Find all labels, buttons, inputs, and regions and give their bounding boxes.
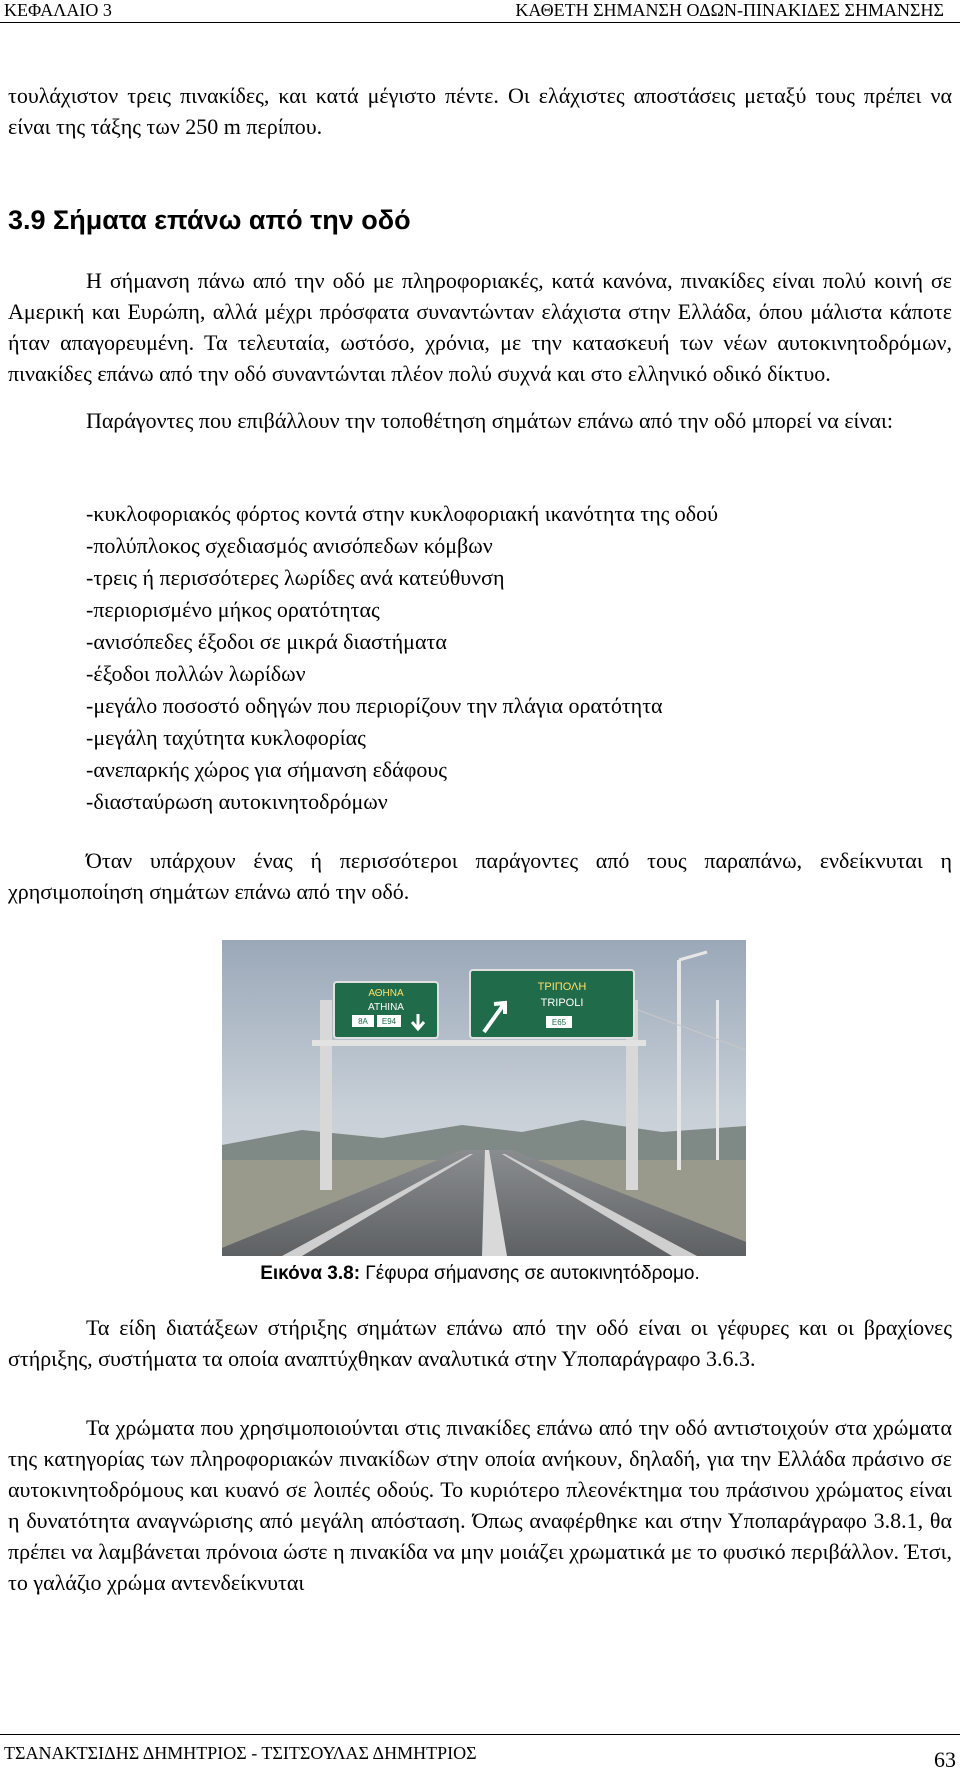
paragraph-1: τουλάχιστον τρεις πινακίδες, και κατά μέγιστο πέντε. Οι ελάχιστες αποστάσεις μεταξύ τους πρέπει να είναι της τάξης των 250 m περίπου. bbox=[8, 83, 952, 139]
route-label: E65 bbox=[551, 1018, 567, 1027]
gantry-column-left bbox=[320, 1000, 332, 1190]
list-item: -έξοδοι πολλών λωρίδων bbox=[86, 661, 306, 686]
page-header bbox=[0, 0, 960, 23]
paragraph-5: Τα είδη διατάξεων στήριξης σημάτων επάνω από την οδό είναι οι γέφυρες και οι βραχίονες στήριξης, συστήματα τα οποία αναπτύχθηκαν αναλυτικά στην Υποπαράγραφο 3.6.3. bbox=[8, 1315, 952, 1371]
list-item: -τρεις ή περισσότερες λωρίδες ανά κατεύθυνση bbox=[86, 565, 505, 590]
paragraph-2: Η σήμανση πάνω από την οδό με πληροφοριακές, κατά κανόνα, πινακίδες είναι πολύ κοινή σε Αμερική και Ευρώπη, αλλά μέχρι πρόσφατα συναντώνταν ελάχιστα στην Ελλάδα, όπου μάλιστα κάποτε ήταν απαγορευμένη. Τα τελευταία, ωστόσο, χρόνια, με την κατασκευή των νέων αυτοκινητοδρόμων, πινακίδες επάνω από την οδό συναντώνται πλέον πολύ συχνά και στο ελληνικό οδικό δίκτυο. bbox=[8, 268, 952, 386]
paragraph-6: Τα χρώματα που χρησιμοποιούνται στις πινακίδες επάνω από την οδό αντιστοιχούν στα χρώματα της κατηγορίας των πληροφοριακών πινακίδων στην οποία ανήκουν, δηλαδή, για την Ελλάδα πράσινο σε αυτοκινητοδρόμους και κυανό σε λοιπές οδούς. Το κυριότερο πλεονέκτημα του πράσινου χρώματος είναι η δυνατότητα αναγνώρισης από μεγάλη απόσταση. Όπως αναφέρθηκε και στην Υποπαράγραφο 3.8.1, θα πρέπει να λαμβάνεται πρόνοια ώστε η πινακίδα να μην μοιάζει χρωματικά με το φυσικό περιβάλλον. Έτσι, το γαλάζιο χρώμα αντενδείκνυται bbox=[8, 1415, 952, 1595]
list-item: -πολύπλοκος σχεδιασμός ανισόπεδων κόμβων bbox=[86, 533, 493, 558]
list-item: -μεγάλο ποσοστό οδηγών που περιορίζουν την πλάγια ορατότητα bbox=[86, 693, 663, 718]
list-item: -περιορισμένο μήκος ορατότητας bbox=[86, 597, 380, 622]
section-heading: 3.9 Σήματα επάνω από την οδό bbox=[8, 205, 411, 235]
caption-label: Εικόνα 3.8: bbox=[260, 1263, 361, 1284]
caption-text: Γέφυρα σήμανσης σε αυτοκινητόδρομο. bbox=[360, 1263, 700, 1284]
page-number: 63 bbox=[934, 1747, 956, 1772]
factors-list bbox=[86, 498, 718, 818]
lamp-post bbox=[677, 960, 681, 1170]
chapter-label: ΚΕΦΑΛΑΙΟ 3 bbox=[4, 0, 112, 20]
gantry-beam bbox=[312, 1040, 646, 1046]
footer-authors: ΤΣΑΝΑΚΤΣΙΔΗΣ ΔΗΜΗΤΡΙΟΣ - ΤΣΙΤΣΟΥΛΑΣ ΔΗΜΗΤΡΙΟΣ bbox=[4, 1743, 477, 1763]
list-item: -διασταύρωση αυτοκινητοδρόμων bbox=[86, 789, 388, 814]
list-item: -μεγάλη ταχύτητα κυκλοφορίας bbox=[86, 725, 366, 750]
paragraph-3: Παράγοντες που επιβάλλουν την τοποθέτηση σημάτων επάνω από την οδό μπορεί να είναι: bbox=[86, 408, 893, 433]
list-item: -ανισόπεδες έξοδοι σε μικρά διαστήματα bbox=[86, 629, 447, 654]
sign-left-latin: ATHINA bbox=[368, 1002, 404, 1013]
figure-caption bbox=[0, 1263, 960, 1285]
list-item: -κυκλοφοριακός φόρτος κοντά στην κυκλοφοριακή ικανότητα της οδού bbox=[86, 501, 719, 526]
route-label: 8A bbox=[358, 1017, 368, 1026]
lamp-post bbox=[716, 1000, 719, 1160]
route-label: E94 bbox=[381, 1017, 397, 1026]
list-item: -ανεπαρκής χώρος για σήμανση εδάφους bbox=[86, 757, 448, 782]
paragraph-4: Όταν υπάρχουν ένας ή περισσότεροι παράγοντες από τους παραπάνω, ενδείκνυται η χρησιμοποίηση σημάτων επάνω από την οδό. bbox=[8, 848, 952, 904]
chapter-title: ΚΑΘΕΤΗ ΣΗΜΑΝΣΗ ΟΔΩΝ-ΠΙΝΑΚΙΔΕΣ ΣΗΜΑΝΣΗΣ bbox=[515, 0, 944, 20]
sign-gantry-photo bbox=[222, 940, 746, 1256]
photo-illustration bbox=[222, 940, 746, 1256]
sign-right-latin: TRIPOLI bbox=[540, 997, 584, 1009]
sign-left-greek: ΑΘΗΝΑ bbox=[368, 988, 404, 999]
page-footer bbox=[0, 1734, 960, 1771]
sign-right-greek: ΤΡΙΠΟΛΗ bbox=[537, 981, 587, 993]
